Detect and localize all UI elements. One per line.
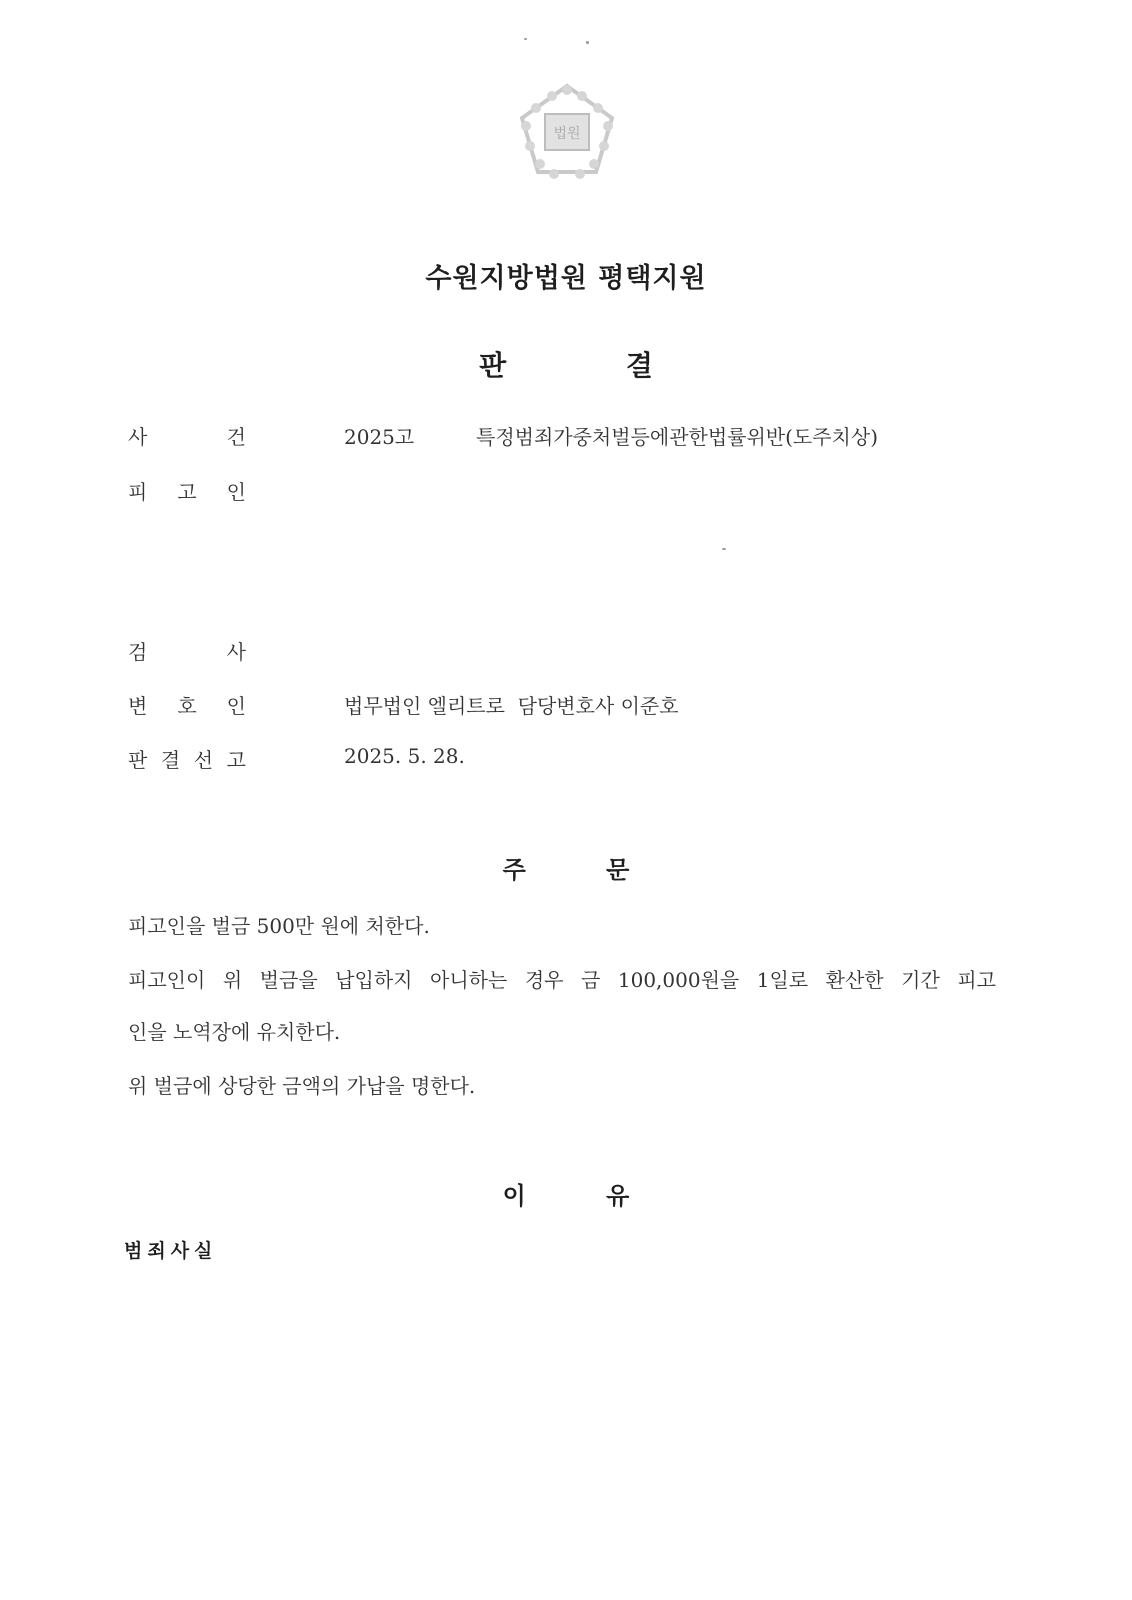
counsel-label <box>128 690 246 719</box>
order-heading: 주 문 <box>502 856 630 884</box>
label-char: 검 <box>128 640 148 664</box>
case-name: 특정범죄가중처벌등에관한법률위반(도주치상) <box>476 425 879 449</box>
crime-facts-subheading: 범죄사실 <box>124 1240 218 1262</box>
order-line: 인을 노역장에 유치한다. <box>128 1020 341 1044</box>
label-char: 인 <box>226 694 246 718</box>
label-char: 고 <box>177 480 197 504</box>
label-char: 판 <box>128 748 148 772</box>
sentencing-date-value: 2025. 5. 28. <box>344 744 465 768</box>
seal-text: 법원 <box>553 126 581 142</box>
case-number: 2025고 <box>344 425 415 449</box>
label-char: 사 <box>226 640 246 664</box>
order-line: 위 벌금에 상당한 금액의 가납을 명한다. <box>128 1074 476 1098</box>
prosecutor-label <box>128 636 246 665</box>
label-char: 호 <box>177 694 197 718</box>
court-name: 수원지방법원 평택지원 <box>425 263 707 294</box>
court-seal-emblem <box>512 80 622 184</box>
label-char: 결 <box>160 748 181 772</box>
order-line: 피고인이 위 벌금을 납입하지 아니하는 경우 금 100,000원을 1일로 환산한 기간 피고 <box>128 968 996 992</box>
label-char: 인 <box>226 480 246 504</box>
defendant-label <box>128 476 246 505</box>
document-title: 판 결 <box>479 349 653 382</box>
sentencing-date-label <box>128 744 246 773</box>
order-line: 피고인을 벌금 500만 원에 처한다. <box>128 914 430 938</box>
label-char: 건 <box>226 425 246 449</box>
label-char: 변 <box>128 694 148 718</box>
label-char: 고 <box>226 748 246 772</box>
label-char: 선 <box>193 748 214 772</box>
case-label <box>128 421 246 450</box>
counsel-value: 법무법인 엘리트로 담당변호사 이준호 <box>344 694 679 718</box>
reason-heading: 이 유 <box>502 1182 630 1210</box>
label-char: 피 <box>128 480 148 504</box>
label-char: 사 <box>128 425 148 449</box>
